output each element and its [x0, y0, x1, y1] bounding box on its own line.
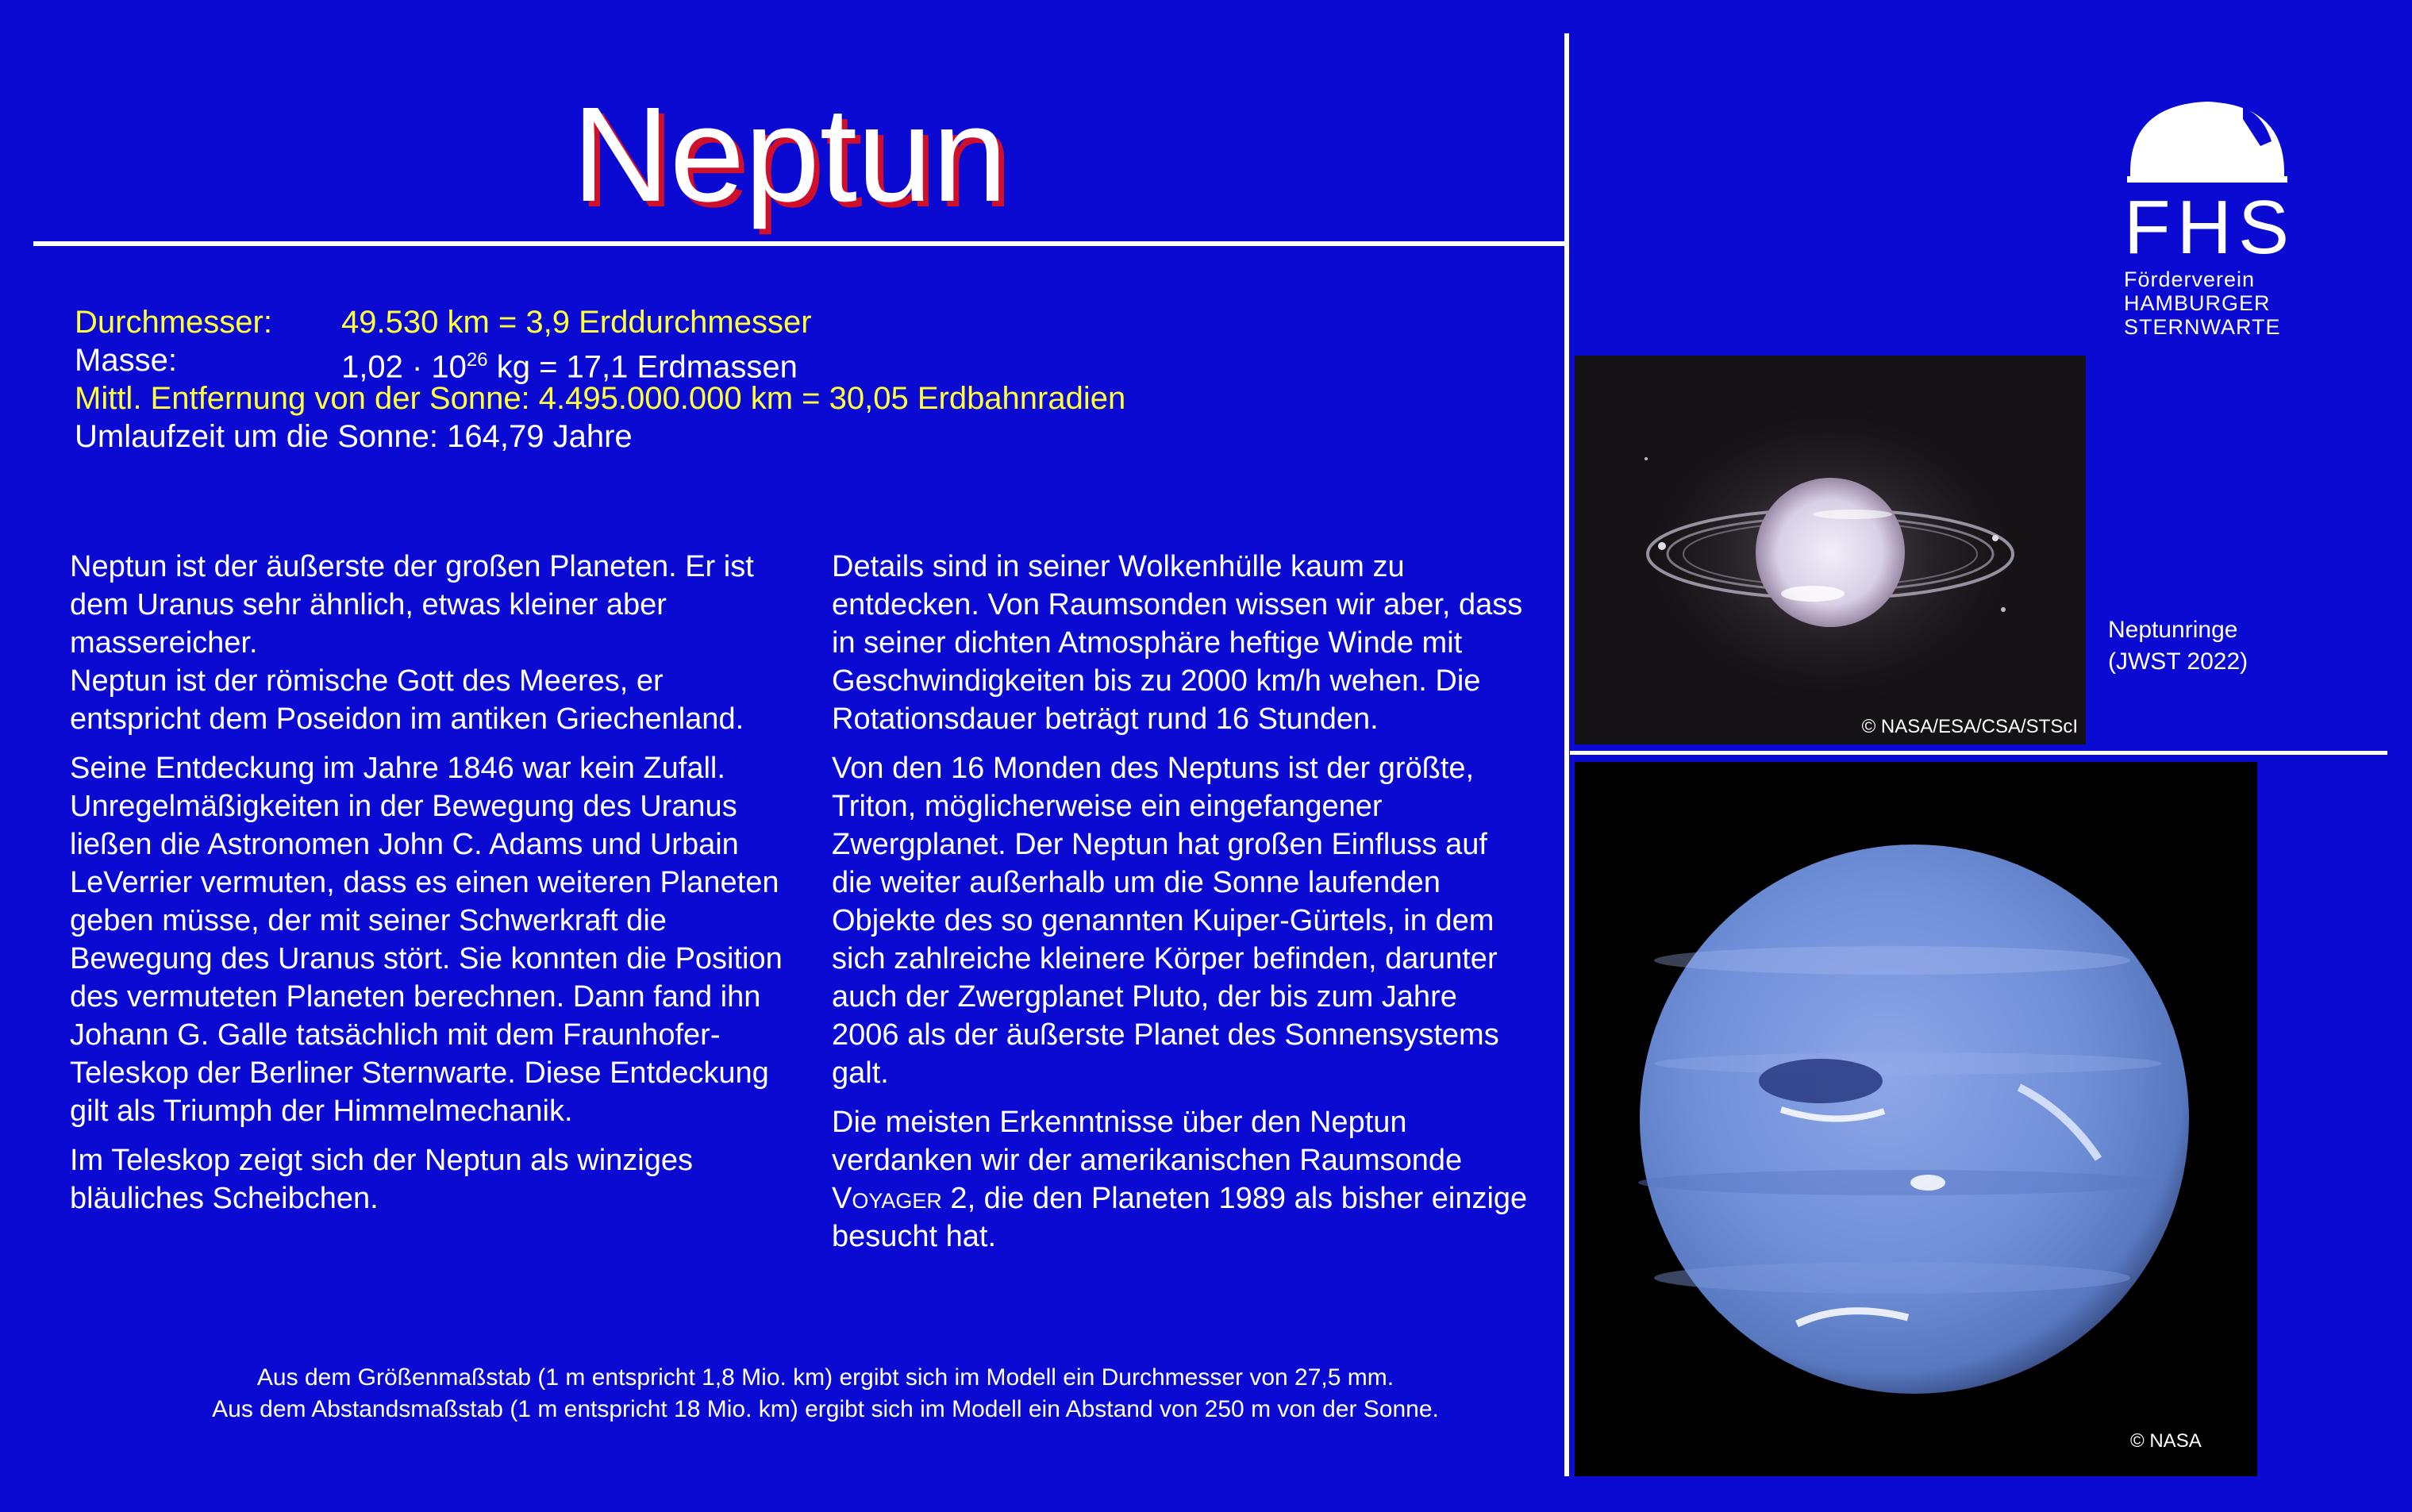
paragraph-text: Neptun ist der äußerste der großen Planeten. Er ist dem Uranus sehr ähnlich, etwas kleiner aber massereicher.: [70, 550, 754, 660]
paragraph: Von den 16 Monden des Neptuns ist der größte, Triton, möglicherweise ein eingefangener Zwergplanet. Der Neptun hat großen Einfluss auf die weiter außerhalb um die Sonne laufenden Objekte des so genannten Kuiper-Gürtels, in dem sich zahlreiche kleinere Körper befinden, darunter auch der Zwergplanet Pluto, der bis zum Jahre 2006 als der äußerste Planet des Sonnensystems galt.: [832, 752, 1499, 1090]
paragraph-text: Die meisten Erkenntnisse über den Neptun verdanken wir der amerikanischen Raumsonde: [832, 1106, 1463, 1177]
caption-line: Neptunringe: [2108, 617, 2238, 643]
observatory-dome-icon: [2124, 97, 2291, 184]
neptune-image-credit: © NASA: [2130, 1430, 2202, 1452]
vertical-divider: [1564, 33, 1569, 1476]
probe-name: Voyager: [832, 1182, 942, 1215]
title-divider: [33, 241, 1568, 246]
paragraph: Im Teleskop zeigt sich der Neptun als winziges bläuliches Scheibchen.: [70, 1144, 694, 1215]
paragraph: [70, 548, 784, 738]
scale-footnote: [32, 1362, 1619, 1425]
fact-diameter: [75, 303, 1125, 341]
footnote-line: Aus dem Abstandsmaßstab (1 m entspricht 18 Mio. km) ergibt sich im Modell ein Abstand von 250 m von der Sonne.: [212, 1396, 1439, 1422]
paragraph: Details sind in seiner Wolkenhülle kaum zu entdecken. Von Raumsonden wissen wir aber, dass in seiner dichten Atmosphäre heftige Winde mit Geschwindigkeiten bis zu 2000 km/h wehen. Die Rotationsdauer beträgt rund 16 Stunden.: [832, 550, 1523, 736]
paragraph: Seine Entdeckung im Jahre 1846 war kein Zufall. Unregelmäßigkeiten in der Bewegung des Uranus ließen die Astronomen John C. Adams und Urbain LeVerrier vermuten, dass es einen weiteren Planeten geben müsse, der mit seiner Schwerkraft die Bewegung des Uranus stört. Sie konnten die Position des vermuteten Planeten berechnen. Dann fand ihn Johann G. Galle tatsächlich mit dem Fraunhofer-Teleskop der Berliner Sternwarte. Diese Entdeckung gilt als Triumph der Himmelmechanik.: [70, 752, 783, 1128]
paragraph: [832, 1103, 1530, 1256]
neptune-rings-image: [1575, 356, 2086, 744]
mass-exponent: 26: [466, 349, 488, 371]
paragraph-text: 2, die den Planeten 1989 als bisher einzige besucht hat.: [832, 1182, 1528, 1253]
footnote-line: Aus dem Größenmaßstab (1 m entspricht 1,8 Mio. km) ergibt sich im Modell ein Durchmesser von 27,5 mm.: [256, 1364, 1394, 1391]
page-title: Neptun: [571, 79, 1008, 230]
rings-caption: [2108, 614, 2248, 678]
neptune-rings-graphic: [1575, 356, 2086, 744]
image-divider: [1570, 751, 2387, 755]
paragraph-text: Neptun ist der römische Gott des Meeres, er entspricht dem Poseidon im antiken Griechenland.: [70, 664, 744, 736]
fact-mass: [75, 341, 1125, 385]
mass-unit: kg = 17,1 Erdmassen: [487, 349, 798, 385]
planet-facts: [75, 303, 1125, 456]
rings-image-credit: © NASA/ESA/CSA/STScI: [1861, 716, 2078, 737]
caption-line: (JWST 2022): [2108, 648, 2249, 675]
fact-orbital-period: Umlaufzeit um die Sonne: 164,79 Jahre: [75, 419, 633, 454]
neptune-planet-graphic: [1575, 762, 2257, 1476]
fact-value: 49.530 km = 3,9 Erddurchmesser: [341, 305, 812, 340]
logo-line: HAMBURGER: [2124, 291, 2271, 315]
left-text-column: [70, 548, 784, 1229]
logo-line: Förderverein: [2124, 267, 2256, 291]
fact-distance: Mittl. Entfernung von der Sonne: 4.495.000.000 km = 30,05 Erdbahnradien: [75, 381, 1126, 416]
mass-mantissa: 1,02 · 10: [341, 349, 467, 385]
logo-line: STERNWARTE: [2124, 315, 2281, 339]
logo-mark: FHS: [2124, 185, 2295, 270]
fact-label: Durchmesser:: [75, 305, 272, 340]
fhs-logo: [2124, 97, 2295, 359]
right-text-column: [832, 548, 1530, 1267]
fact-label: Masse:: [75, 343, 177, 378]
neptune-voyager-image: [1575, 762, 2257, 1476]
